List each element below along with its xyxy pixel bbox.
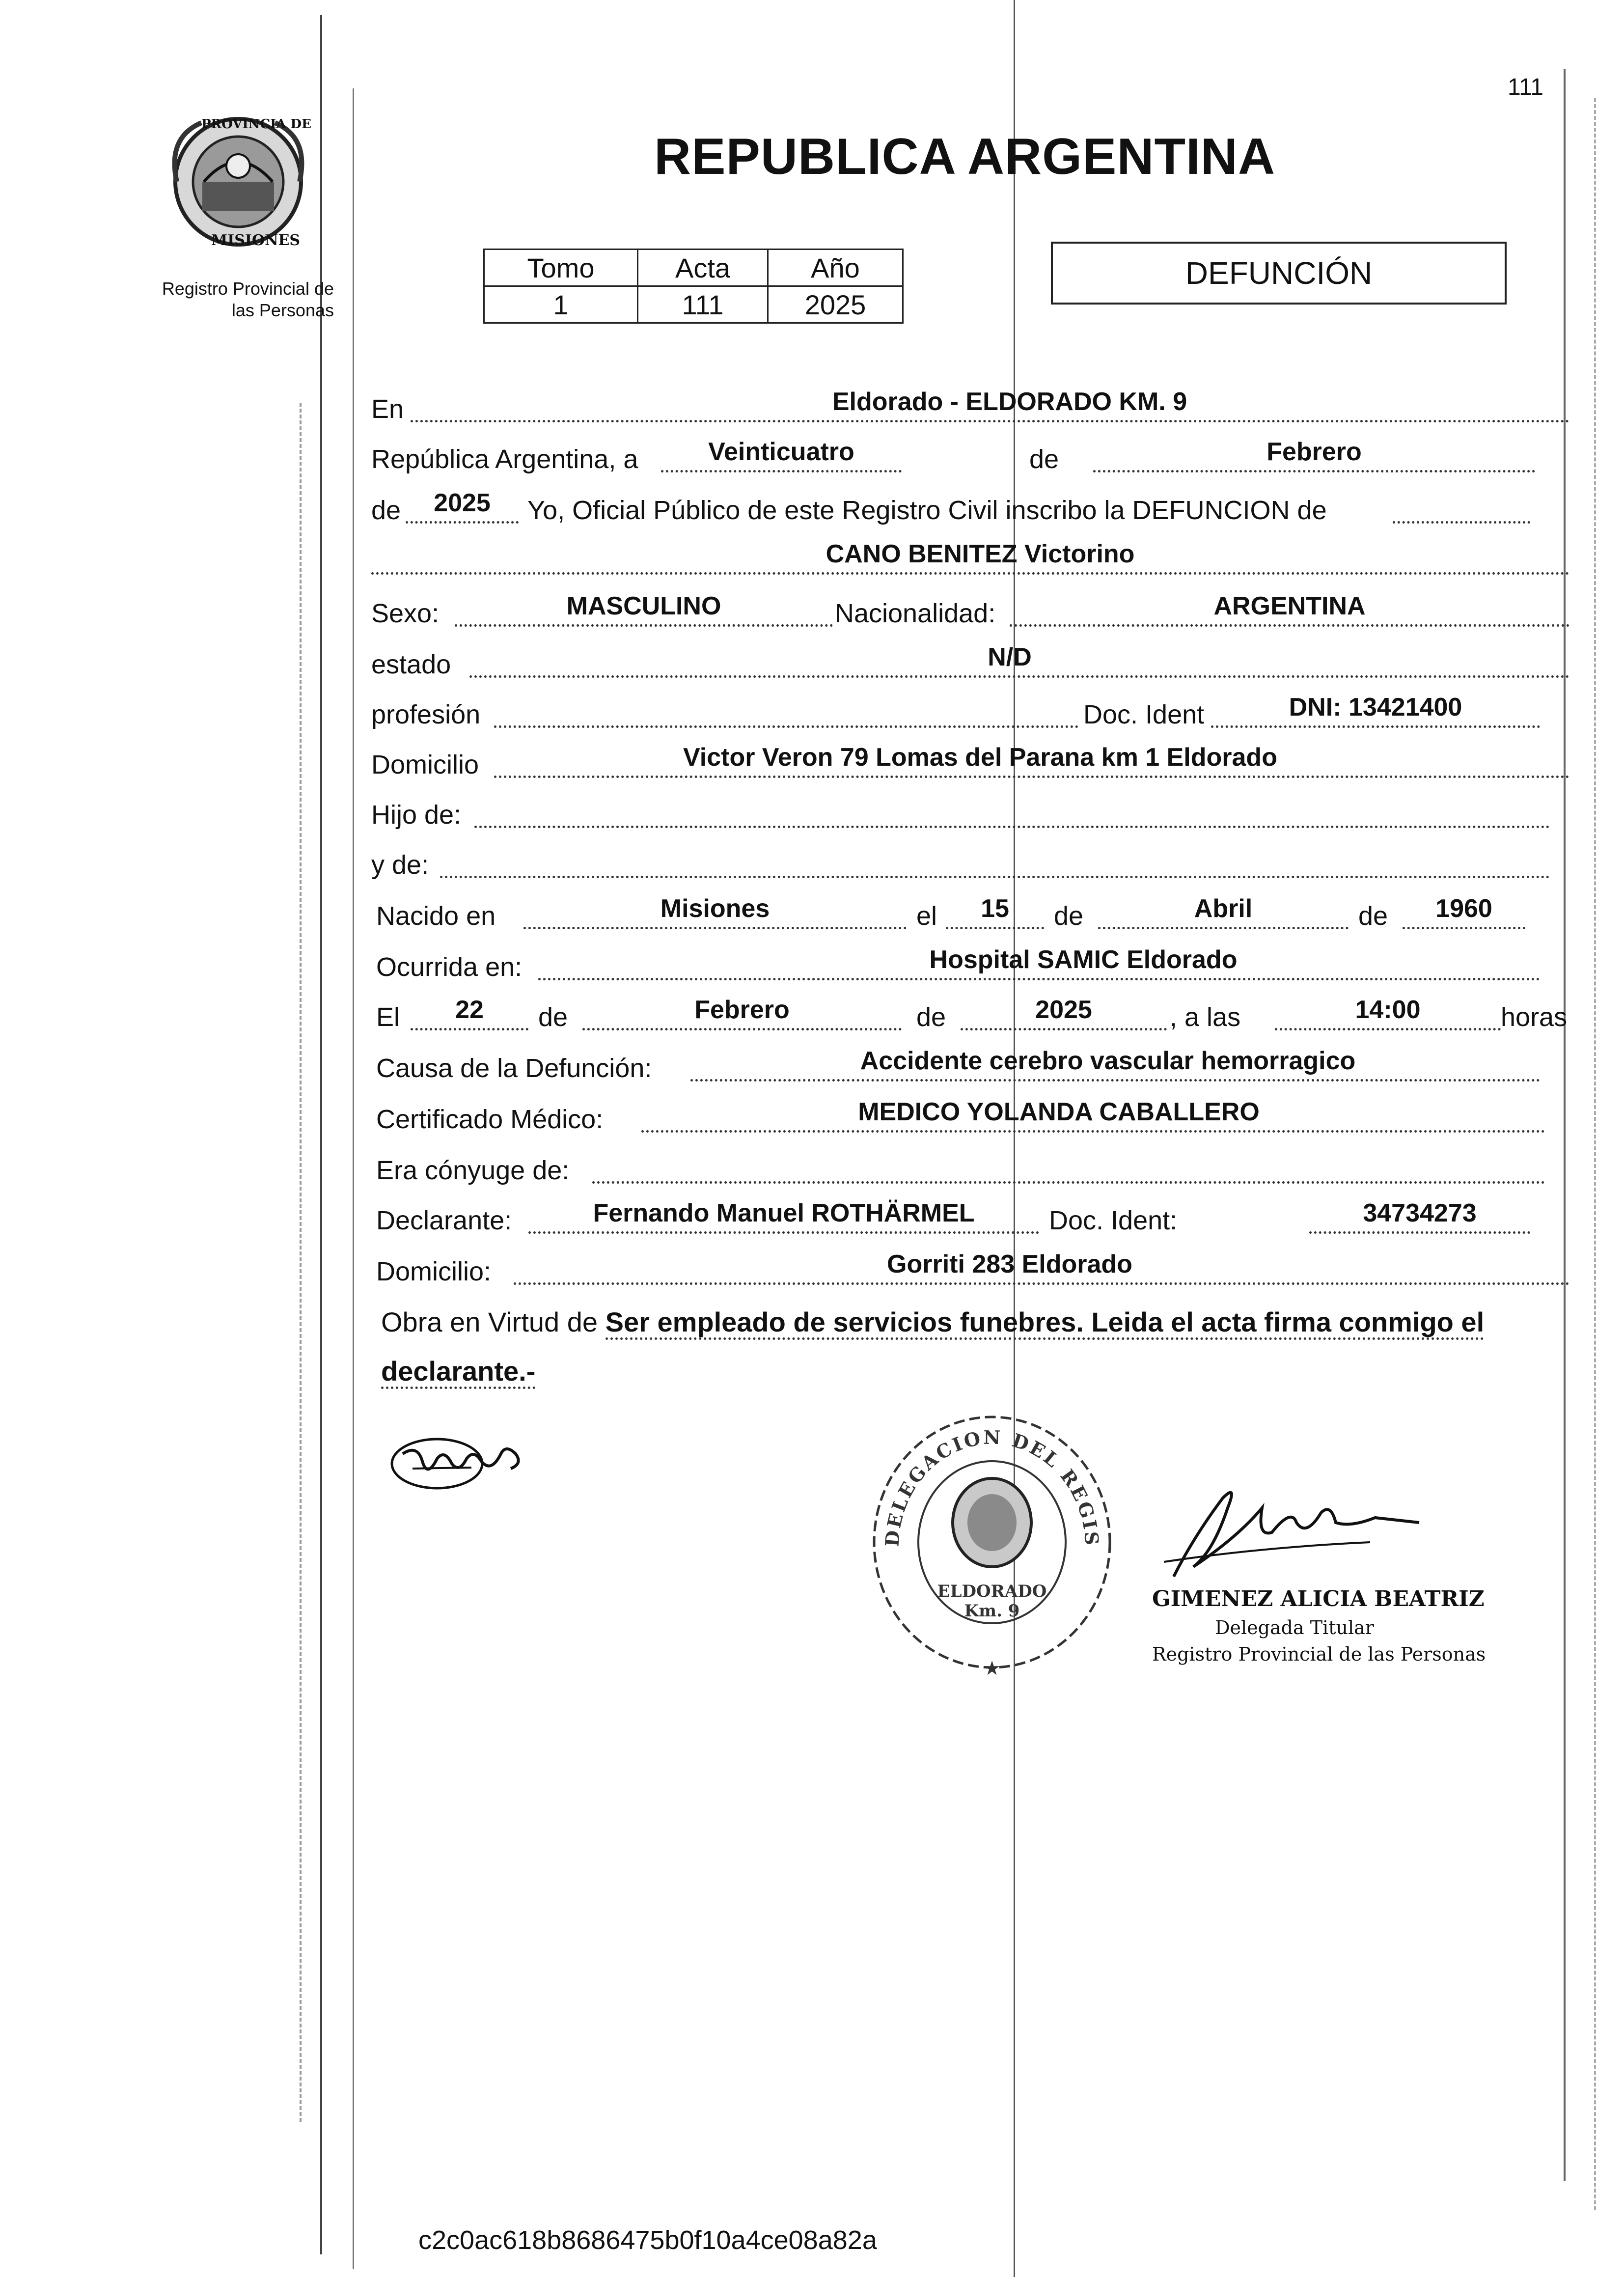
province-seal — [157, 108, 319, 255]
doc2-value: 34734273 — [1363, 1199, 1477, 1227]
right-dash-rule — [1594, 98, 1596, 2210]
de4-label: de — [1358, 901, 1388, 931]
sexo-label: Sexo: — [371, 599, 440, 628]
seal-text-bottom: MISIONES — [211, 232, 301, 249]
conyuge-label: Era cónyuge de: — [376, 1156, 570, 1185]
certificado-label: Certificado Médico: — [376, 1105, 604, 1134]
doc-value: DNI: 13421400 — [1289, 693, 1462, 722]
domicilio-label: Domicilio — [371, 750, 479, 779]
row-nacido — [371, 895, 1540, 934]
death-day: 22 — [455, 996, 484, 1024]
yde-label: y de: — [371, 850, 429, 880]
de5-label: de — [538, 1002, 568, 1032]
record-table-value-row — [484, 286, 903, 323]
center-scan-line — [1014, 0, 1015, 2277]
inscribo-fill — [1393, 490, 1530, 524]
profesion-label: profesión — [371, 700, 481, 729]
registry-caption — [98, 278, 334, 321]
table-header-acta: Acta — [638, 250, 768, 286]
causa-value: Accidente cerebro vascular hemorragico — [860, 1047, 1356, 1075]
stamp-ring-text: DELEGACION DEL REGIS — [881, 1426, 1103, 1548]
row-conyuge — [371, 1149, 1545, 1189]
table-header-anio: Año — [768, 250, 903, 286]
de6-label: de — [916, 1002, 946, 1032]
official-name: GIMENEZ ALICIA BEATRIZ — [1152, 1586, 1485, 1611]
nacido-label: Nacido en — [376, 901, 496, 931]
official-signature — [1164, 1478, 1439, 1586]
declarante-label: Declarante: — [376, 1206, 512, 1235]
declarant-signature — [383, 1415, 540, 1503]
en-label: En — [371, 394, 404, 424]
republica-label: República Argentina, a — [371, 444, 638, 474]
row-year — [371, 489, 1540, 528]
deceased-name: CANO BENITEZ Victorino — [826, 540, 1135, 568]
official-org: Registro Provincial de las Personas — [1152, 1643, 1486, 1665]
obra-value: Ser empleado de servicios funebres. Leida el acta firma conmigo el declarante.- — [381, 1306, 1484, 1389]
el-label: el — [916, 901, 937, 931]
birth-month: Abril — [1194, 894, 1253, 923]
stamp-inner-text: ELDORADO Km. 9 — [937, 1582, 1047, 1621]
causa-label: Causa de la Defunción: — [376, 1054, 652, 1083]
act-type-box: DEFUNCIÓN — [1051, 242, 1507, 305]
row-domicilio2 — [371, 1250, 1569, 1290]
row-yde — [371, 844, 1550, 883]
de3-label: de — [1054, 901, 1084, 931]
row-death-date — [371, 996, 1568, 1035]
domicilio2-label: Domicilio: — [376, 1257, 492, 1286]
right-margin-rule — [1564, 69, 1566, 2181]
table-header-tomo: Tomo — [484, 250, 638, 286]
row-sexo — [371, 592, 1569, 632]
ocurrida-label: Ocurrida en: — [376, 952, 523, 982]
row-domicilio — [371, 744, 1569, 783]
profesion-fill — [494, 694, 1078, 728]
nacionalidad-label: Nacionalidad: — [835, 599, 996, 628]
death-time: 14:00 — [1355, 996, 1421, 1024]
domicilio-value: Victor Veron 79 Lomas del Parana km 1 Eldorado — [683, 743, 1277, 772]
yde-fill — [440, 844, 1550, 878]
table-value-anio: 2025 — [768, 286, 903, 323]
row-en — [371, 388, 1569, 427]
doc-label: Doc. Ident — [1083, 700, 1205, 729]
page-title: REPUBLICA ARGENTINA — [654, 128, 1276, 185]
page-number: 111 — [1508, 74, 1543, 100]
horas-label: horas — [1501, 1002, 1568, 1032]
row-ocurrida — [371, 946, 1540, 985]
registry-caption-line2: las Personas — [231, 300, 334, 320]
death-month: Febrero — [694, 996, 790, 1024]
row-obra — [381, 1298, 1579, 1396]
record-table — [483, 249, 904, 324]
conyuge-fill — [592, 1150, 1545, 1184]
hijo-fill — [474, 794, 1550, 828]
ocurrida-value: Hospital SAMIC Eldorado — [929, 945, 1238, 974]
domicilio2-value: Gorriti 283 Eldorado — [887, 1250, 1132, 1278]
row-causa — [371, 1047, 1540, 1086]
nacido-value: Misiones — [660, 894, 770, 923]
day-text: Veinticuatro — [708, 438, 854, 466]
seal-text-top: PROVINCIA DE — [201, 117, 311, 132]
left-margin-rule-2 — [353, 88, 354, 2269]
left-dash-rule — [300, 403, 302, 2122]
obra-label: Obra en Virtud de — [381, 1306, 598, 1337]
row-profesion — [371, 694, 1540, 733]
birth-day: 15 — [981, 894, 1009, 923]
row-declarante — [371, 1199, 1535, 1239]
birth-year: 1960 — [1435, 894, 1492, 923]
declarante-value: Fernando Manuel ROTHÄRMEL — [593, 1199, 975, 1227]
official-title: Delegada Titular — [1215, 1617, 1374, 1638]
certificado-value: MEDICO YOLANDA CABALLERO — [858, 1098, 1260, 1126]
alas-label: , a las — [1170, 1002, 1241, 1032]
month-text: Febrero — [1266, 438, 1362, 466]
nacionalidad-value: ARGENTINA — [1213, 592, 1366, 620]
table-value-tomo: 1 — [484, 286, 638, 323]
death-year: 2025 — [1035, 996, 1092, 1024]
row-certificado — [371, 1098, 1545, 1138]
row-republica — [371, 438, 1540, 477]
sexo-value: MASCULINO — [566, 592, 721, 620]
inscribo-text: Yo, Oficial Público de este Registro Civil inscribo la DEFUNCION de — [527, 496, 1327, 525]
el2-label: El — [376, 1002, 400, 1032]
estado-value: N/D — [988, 643, 1032, 671]
left-margin-rule — [320, 15, 322, 2254]
document-hash: c2c0ac618b8686475b0f10a4ce08a82a — [418, 2225, 877, 2255]
table-value-acta: 111 — [638, 286, 768, 323]
estado-label: estado — [371, 650, 451, 679]
row-hijo — [371, 794, 1550, 833]
doc2-label: Doc. Ident: — [1049, 1206, 1178, 1235]
registry-stamp — [859, 1400, 1125, 1685]
record-table-header-row — [484, 250, 903, 286]
row-deceased-name — [371, 540, 1569, 580]
de1-label: de — [1029, 444, 1059, 474]
en-value: Eldorado - ELDORADO KM. 9 — [832, 388, 1187, 416]
year-value: 2025 — [434, 489, 491, 517]
hijo-label: Hijo de: — [371, 800, 462, 830]
row-estado — [371, 643, 1569, 683]
de2-label: de — [371, 496, 401, 525]
svg-text:★: ★ — [983, 1658, 1001, 1679]
registry-caption-line1: Registro Provincial de — [162, 278, 334, 299]
